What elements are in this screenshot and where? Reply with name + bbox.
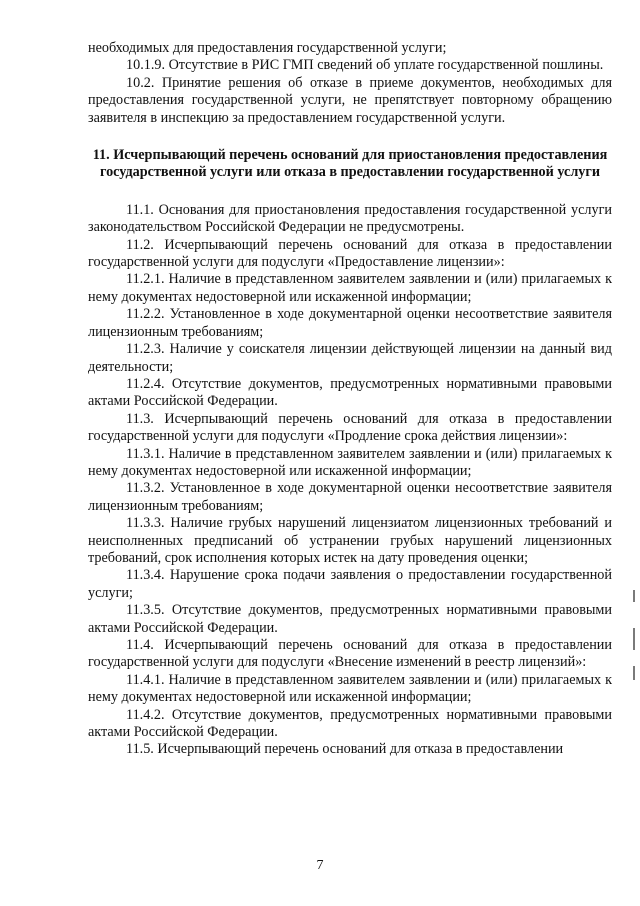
paragraph: 11.1. Основания для приостановления предоставления государственной услуги законодательством Российской Федерации не предусмотрены.	[88, 201, 612, 236]
paragraph: 11.2.1. Наличие в представленном заявителем заявлении и (или) прилагаемых к нему документах недостоверной или искаженной информации;	[88, 271, 612, 305]
paragraph: 10.2. Принятие решения об отказе в приеме документов, необходимых для предоставления государственной услуги, не препятствует повторному обращению заявителя в инспекцию за предоставлением государственной услуги.	[88, 74, 612, 126]
paragraph: необходимых для предоставления государственной услуги;	[88, 40, 447, 56]
spacer	[88, 182, 612, 202]
paragraph: 11.2. Исчерпывающий перечень оснований для отказа в предоставлении государственной услуги для подуслуги «Предоставление лицензии»:	[88, 236, 612, 271]
paragraph: 10.1.9. Отсутствие в РИС ГМП сведений об уплате государственной пошлины.	[126, 57, 604, 74]
paragraph: 11.3.1. Наличие в представленном заявителем заявлении и (или) прилагаемых к нему документах недостоверной или искаженной информации;	[88, 445, 612, 479]
scan-edge-mark	[633, 628, 635, 650]
scan-edge-mark	[633, 590, 635, 602]
section-heading: 11. Исчерпывающий перечень оснований для приостановления предоставления государственной услуги или отказа в предоставлении государственной услуги	[92, 147, 608, 181]
paragraph: 11.3.3. Наличие грубых нарушений лицензиатом лицензионных требований и неисполненных предписаний об устранении грубых нарушений лицензионных требований, срок исполнения которых истек на дату проведения оценки;	[88, 515, 612, 566]
document-page	[88, 40, 612, 759]
spacer	[88, 127, 612, 147]
paragraph: 11.4.1. Наличие в представленном заявителем заявлении и (или) прилагаемых к нему документах недостоверной или искаженной информации;	[88, 671, 612, 706]
paragraph: 11.3.5. Отсутствие документов, предусмотренных нормативными правовыми актами Российской Федерации.	[88, 602, 612, 636]
paragraph: 11.2.4. Отсутствие документов, предусмотренных нормативными правовыми актами Российской Федерации.	[88, 375, 612, 410]
paragraph: 11.5. Исчерпывающий перечень оснований для отказа в предоставлении	[126, 741, 564, 758]
page-number: 7	[316, 858, 324, 873]
paragraph: 11.2.3. Наличие у соискателя лицензии действующей лицензии на данный вид деятельности;	[88, 341, 612, 375]
paragraph: 11.3.2. Установленное в ходе документарной оценки несоответствие заявителя лицензионным требованиям;	[88, 480, 612, 514]
paragraph: 11.4.2. Отсутствие документов, предусмотренных нормативными правовыми актами Российской Федерации.	[88, 706, 612, 741]
paragraph: 11.3. Исчерпывающий перечень оснований для отказа в предоставлении государственной услуги для подуслуги «Продление срока действия лицензии»:	[88, 410, 612, 445]
paragraph: 11.3.4. Нарушение срока подачи заявления о предоставлении государственной услуги;	[88, 567, 612, 601]
scan-edge-mark	[633, 666, 635, 680]
paragraph: 11.4. Исчерпывающий перечень оснований для отказа в предоставлении государственной услуги для подуслуги «Внесение изменений в реестр лицензий»:	[88, 637, 612, 671]
paragraph: 11.2.2. Установленное в ходе документарной оценки несоответствие заявителя лицензионным требованиям;	[88, 306, 612, 340]
